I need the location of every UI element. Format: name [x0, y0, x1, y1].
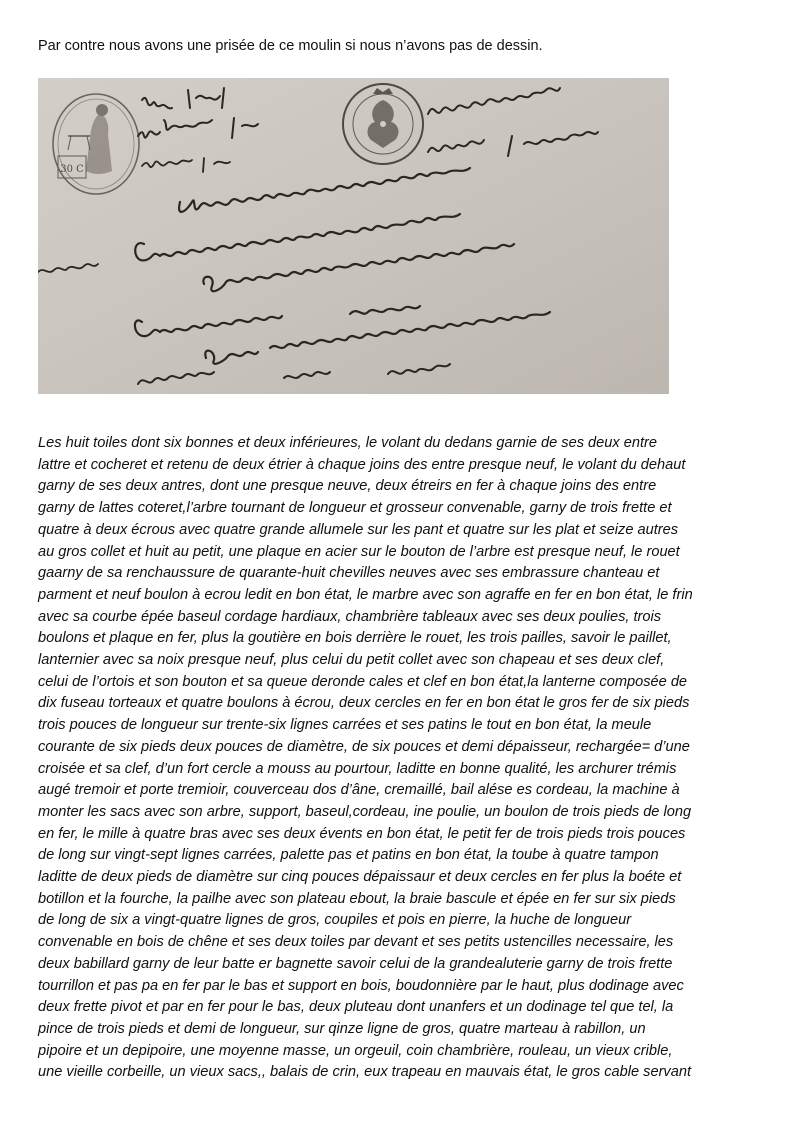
transcription-line: convenable en bois de chêne et ses deux toiles par devant et ses petits ustencilles necessaire, les — [38, 934, 674, 951]
intro-paragraph: Par contre nous avons une prisée de ce moulin si nous n’avons pas de dessin. — [38, 38, 543, 54]
transcription-line: en fer, le mille à quatre bras avec ses deux évents en bon état, le petit fer de trois pieds trois pouces — [38, 825, 686, 842]
transcription-line: parment et neuf boulon à ecrou ledit en bon état, le marbre avec son agraffe en fer en bon état, le frin — [38, 586, 693, 603]
transcription-line: de long sur vingt-sept lignes carrées, palette pas et patins en bon état, la toube à quatre tampon — [38, 847, 659, 864]
transcription-line: deux frette pivot et par en fer pour le bas, deux pluteau dont unanfers et un dodinage tel que tel, la — [38, 999, 674, 1016]
transcription-line: avec sa courbe épée baseul cordage hardiaux, chambrière tableaux avec ses deux poulies, trois — [38, 608, 662, 625]
transcription-line: au gros collet et huit au petit, une plaque en acier sur le bouton de l’arbre est presque neuf, le rouet — [38, 543, 680, 560]
transcription-line: celui de l’ortois et son bouton et sa queue deronde cales et clef en bon état,la lanterne composée de — [38, 673, 688, 690]
manuscript-illustration — [38, 78, 669, 394]
transcription-line: Les huit toiles dont six bonnes et deux inférieures, le volant du dedans garnie de ses deux entre — [38, 435, 658, 451]
transcription-line: deux babillard garny de leur batte er bagnette savoir celui de la grandealuterie garny de trois frette — [38, 955, 673, 972]
transcription-line: quatre à deux écrous avec quatre grande allumele sur les pant et quatre sur les plat et seize autres — [38, 521, 679, 538]
transcription-line: pipoire et un depipoire, une moyenne masse, un orgeuil, coin chambrière, rouleau, un vieux crible, — [38, 1042, 673, 1059]
transcription-line: monter les sacs avec son arbre, support, baseul,cordeau, ine poulie, un boulon de trois pieds de long — [38, 803, 692, 820]
transcription-line: dix fuseau torteaux et quatre boulons à écrou, deux cercles en fer en bon état le gros fer de six pieds — [38, 695, 690, 712]
transcription-line: garny de ses deux antres, dont une presque neuve, deux étreirs en fer à chaque joins des entre — [38, 478, 657, 495]
transcription-line: croisée et sa clef, d’un fort cercle a mouss au pourtour, laditte en bonne qualité, les archurer trémis — [38, 760, 677, 777]
transcription-line: courante de six pieds deux pouces de diamètre, de six pouces et demi dépaisseur, rechargée= d’une — [38, 738, 690, 755]
transcription-line: tourrillon et pas pa en fer par le bas et support en bois, boudonnière par le haut, plus dodinage avec — [38, 977, 684, 994]
transcription-line: garny de lattes coteret,l’arbre tournant de longueur et grosseur convenable, garny de trois frette et — [38, 500, 672, 517]
transcription-line: une vieille corbeille, un vieux sacs,, balais de crin, eux trapeau en mauvais état, le gros cable servant — [38, 1064, 692, 1081]
transcription-line: lattre et cocheret et retenu de deux étrier à chaque joins des entre presque neuf, le volant du dehaut — [38, 456, 686, 473]
transcription-line: pince de trois pieds et demi de longueur, sur qinze ligne de gros, quatre marteau à rabillon, un — [38, 1020, 646, 1037]
stamp-value: 30 C — [60, 164, 84, 175]
transcription-text — [38, 433, 766, 1084]
manuscript-photo — [38, 78, 669, 394]
transcription-line: boulons et plaque en fer, plus la goutière en bois derrière le rouet, les trois pailles, savoir le paillet, — [38, 630, 672, 647]
transcription-line: trois pouces de longueur sur trente-six lignes carrées et ses patins le tout en bon état, la meule — [38, 717, 652, 734]
transcription-line: botillon et la fourche, la pailhe avec son plateau ebout, la braie bascule et épée en fer sur six pieds — [38, 890, 676, 907]
transcription-line: augé tremoir et porte tremioir, couverceau dos d’âne, cremaillé, bail alése es cordeau, la machine à — [38, 782, 680, 799]
transcription-line: laditte de deux pieds de diamètre sur cinq pouces dépaissaur et deux cercles en fer plus la boéte et — [38, 869, 682, 886]
transcription-line: de long de six a vingt-quatre lignes de gros, coupiles et pois en pierre, la huche de longueur — [38, 912, 632, 929]
transcription-line: gaarny de sa renchaussure de quarante-huit chevilles neuves avec ses embrassure chanteau et — [38, 565, 660, 582]
transcription-line: lanternier avec sa noix presque neuf, plus celui du petit collet avec son chapeau et ses deux clef, — [38, 652, 665, 669]
